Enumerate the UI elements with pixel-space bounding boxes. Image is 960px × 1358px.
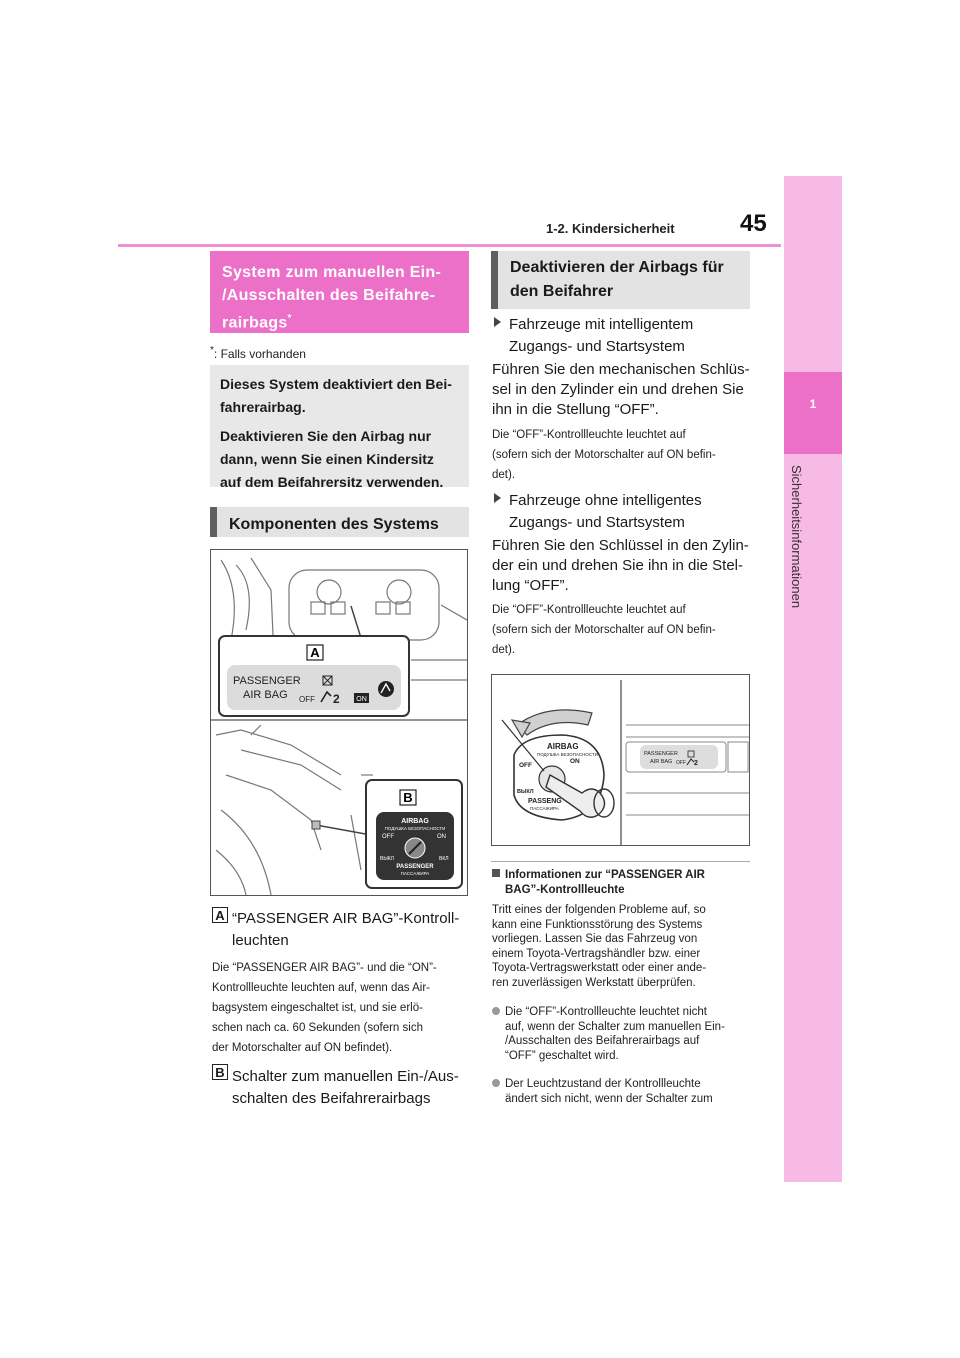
bullet-item-1 bbox=[492, 1005, 754, 1063]
summary-line: Dieses System deaktiviert den Bei- bbox=[220, 376, 452, 392]
components-heading: Komponenten des Systems bbox=[210, 507, 469, 537]
pink-heading-line: rairbags bbox=[222, 314, 288, 332]
bullet-1-line: “OFF” geschaltet wird. bbox=[505, 1049, 619, 1062]
item-b-title-line: Schalter zum manuellen Ein-/Aus- bbox=[232, 1068, 459, 1085]
chapter-tab-label: Sicherheitsinformationen bbox=[789, 465, 804, 609]
item-b-letter-box bbox=[212, 1064, 228, 1082]
item-a-desc-line: Die “PASSENGER AIR BAG”- und die “ON”- bbox=[212, 962, 437, 974]
pink-heading-line: System zum manuellen Ein- bbox=[222, 264, 442, 281]
item-a-desc-line: bagsystem eingeschaltet ist, und sie erlö- bbox=[212, 1002, 423, 1014]
switch-on-ru-text: ВКЛ bbox=[439, 856, 449, 862]
info-title-line: BAG”-Kontrollleuchte bbox=[505, 883, 625, 896]
switch-passenger-text: PASSENGER bbox=[396, 864, 434, 870]
panel-on-text: ON bbox=[356, 696, 367, 703]
summary-line: fahrerairbag. bbox=[220, 399, 306, 415]
callout-b-letter: B bbox=[403, 790, 413, 805]
no-smart-key-note-line: det). bbox=[492, 644, 516, 656]
info-body-line: ren zuverlässigen Werkstatt überprüfen. bbox=[492, 976, 696, 989]
svg-text:2: 2 bbox=[333, 692, 340, 706]
chapter-tab-strip bbox=[784, 176, 842, 1182]
deactivate-heading-line: den Beifahrer bbox=[510, 283, 614, 300]
no-smart-key-title-line: Zugangs- und Startsystem bbox=[509, 514, 685, 531]
smart-key-body bbox=[492, 360, 752, 420]
bullet-1-line: auf, wenn der Schalter zum manuellen Ein- bbox=[505, 1020, 725, 1033]
panel-off-text: OFF bbox=[299, 695, 315, 704]
bullet-item-2 bbox=[492, 1077, 754, 1106]
key-switch-subtitle-text: ПОДУШКА БЕЗОПАСНОСТИ bbox=[537, 752, 598, 757]
no-smart-key-note-line: Die “OFF”-Kontrollleuchte leuchtet auf bbox=[492, 604, 686, 616]
footnote-marker: * bbox=[210, 345, 214, 356]
arrow-bullet-icon bbox=[494, 317, 501, 327]
switch-airbag-text: AIRBAG bbox=[401, 818, 429, 825]
page-number: 45 bbox=[740, 210, 767, 237]
info-title bbox=[492, 868, 752, 897]
square-bullet-icon bbox=[492, 869, 500, 877]
no-smart-key-title-line: Fahrzeuge ohne intelligentes bbox=[509, 492, 702, 509]
smart-key-title bbox=[494, 314, 693, 358]
switch-on-text: ON bbox=[437, 834, 446, 840]
mini-panel-passenger: PASSENGER bbox=[644, 751, 678, 757]
arrow-bullet-icon bbox=[494, 493, 501, 503]
key-switch-on-text: ON bbox=[570, 758, 580, 765]
key-switch-passenger-ru-text: ПАССАЖИРА bbox=[530, 806, 559, 811]
key-turn-figure bbox=[491, 674, 750, 846]
summary-line: auf dem Beifahrersitz verwenden. bbox=[220, 474, 444, 490]
info-body-line: vorliegen. Lassen Sie das Fahrzeug von bbox=[492, 933, 698, 945]
no-smart-key-body-line: Führen Sie den Schlüssel in den Zylin- bbox=[492, 537, 749, 554]
mini-panel-off: OFF bbox=[676, 760, 686, 766]
airbag-on-icon bbox=[378, 681, 394, 697]
item-a-letter-box bbox=[212, 907, 228, 925]
no-smart-key-body-line: der ein und drehen Sie ihn in die Stel- bbox=[492, 557, 744, 574]
item-b-title bbox=[232, 1066, 459, 1110]
dot-bullet-icon bbox=[492, 1079, 500, 1087]
chapter-tab-active[interactable] bbox=[784, 372, 842, 454]
section-title: 1-2. Kindersicherheit bbox=[546, 221, 675, 236]
item-a-desc-line: Kontrollleuchte leuchten auf, wenn das Air- bbox=[212, 982, 430, 994]
switch-passenger-ru-text: ПАССАЖИРА bbox=[400, 871, 430, 876]
no-smart-key-note bbox=[492, 600, 752, 660]
info-body-line: einem Toyota-Vertragshändler bzw. einer bbox=[492, 947, 701, 960]
smart-key-note-line: (sofern sich der Motorschalter auf ON befin- bbox=[492, 449, 716, 461]
deactivate-heading bbox=[491, 251, 750, 309]
no-smart-key-note-line: (sofern sich der Motorschalter auf ON befin- bbox=[492, 624, 716, 636]
callout-a-letter: A bbox=[310, 645, 320, 660]
dashboard-illustration bbox=[211, 550, 467, 895]
key-switch-passenger-text: PASSENG bbox=[528, 798, 562, 805]
dot-bullet-icon bbox=[492, 1007, 500, 1015]
info-body-line: Toyota-Vertragswerkstatt oder einer ande- bbox=[492, 962, 707, 974]
summary-line: dann, wenn Sie einen Kindersitz bbox=[220, 451, 434, 467]
components-figure bbox=[210, 549, 468, 896]
header-rule bbox=[118, 244, 781, 247]
panel-passenger-text: PASSENGER bbox=[233, 675, 301, 687]
smart-key-title-line: Zugangs- und Startsystem bbox=[509, 338, 685, 355]
separator-line bbox=[491, 861, 750, 862]
key-switch-illustration bbox=[492, 675, 749, 845]
bullet-1-line: /Ausschalten des Beifahrerairbags auf bbox=[505, 1035, 700, 1047]
summary-box bbox=[210, 365, 469, 490]
item-a-desc-line: schen nach ca. 60 Sekunden (sofern sich bbox=[212, 1022, 423, 1034]
info-body bbox=[492, 903, 754, 990]
chapter-tab-number: 1 bbox=[809, 397, 817, 411]
summary-line: Deaktivieren Sie den Airbag nur bbox=[220, 428, 432, 444]
smart-key-body-line: sel in den Zylinder ein und drehen Sie bbox=[492, 381, 744, 398]
item-a-title bbox=[232, 908, 459, 952]
item-a-title-line: “PASSENGER AIR BAG”-Kontroll- bbox=[232, 910, 460, 927]
bullet-1-line: Die “OFF”-Kontrollleuchte leuchtet nicht bbox=[505, 1006, 707, 1018]
deactivate-heading-line: Deaktivieren der Airbags für bbox=[510, 259, 724, 276]
smart-key-note-line: Die “OFF”-Kontrollleuchte leuchtet auf bbox=[492, 429, 686, 441]
smart-key-note bbox=[492, 425, 752, 485]
pink-section-heading bbox=[210, 251, 469, 333]
item-b-title-line: schalten des Beifahrerairbags bbox=[232, 1090, 431, 1107]
smart-key-body-line: Führen Sie den mechanischen Schlüs- bbox=[492, 361, 750, 378]
bullet-2-line: ändert sich nicht, wenn der Schalter zum bbox=[505, 1092, 713, 1105]
footnote-marker: * bbox=[287, 313, 292, 324]
key-switch-off-text: OFF bbox=[519, 762, 532, 769]
switch-subtitle-text: ПОДУШКА БЕЗОПАСНОСТИ bbox=[384, 826, 446, 831]
info-body-line: Tritt eines der folgenden Probleme auf, so bbox=[492, 904, 706, 916]
key-switch-off-ru-text: ВЫКЛ bbox=[517, 789, 534, 795]
bullet-2-line: Der Leuchtzustand der Kontrollleuchte bbox=[505, 1078, 701, 1090]
footnote-text: : Falls vorhanden bbox=[213, 347, 306, 361]
item-a-title-line: leuchten bbox=[232, 932, 289, 949]
smart-key-title-line: Fahrzeuge mit intelligentem bbox=[509, 316, 694, 333]
switch-off-text: OFF bbox=[382, 834, 394, 840]
info-title-line: Informationen zur “PASSENGER AIR bbox=[505, 869, 705, 881]
item-b-letter: B bbox=[212, 1064, 228, 1080]
no-smart-key-body bbox=[492, 536, 752, 596]
no-smart-key-title bbox=[494, 490, 702, 534]
item-a-letter: A bbox=[212, 907, 228, 923]
svg-text:2: 2 bbox=[694, 760, 698, 767]
smart-key-body-line: ihn in die Stellung “OFF”. bbox=[492, 401, 659, 418]
smart-key-note-line: det). bbox=[492, 469, 516, 481]
switch-off-ru-text: ВЫКЛ bbox=[380, 856, 394, 862]
item-a-desc-line: der Motorschalter auf ON befindet). bbox=[212, 1042, 393, 1054]
footnote bbox=[210, 345, 306, 361]
pink-heading-line: /Ausschalten des Beifahre- bbox=[222, 287, 436, 304]
key-switch-airbag-text: AIRBAG bbox=[547, 742, 579, 751]
panel-airbag-text: AIR BAG bbox=[243, 689, 288, 701]
mini-panel-airbag: AIR BAG bbox=[650, 759, 673, 765]
info-body-line: kann eine Funktionsstörung des Systems bbox=[492, 918, 703, 931]
item-a-description bbox=[212, 958, 470, 1058]
no-smart-key-body-line: lung “OFF”. bbox=[492, 577, 569, 594]
